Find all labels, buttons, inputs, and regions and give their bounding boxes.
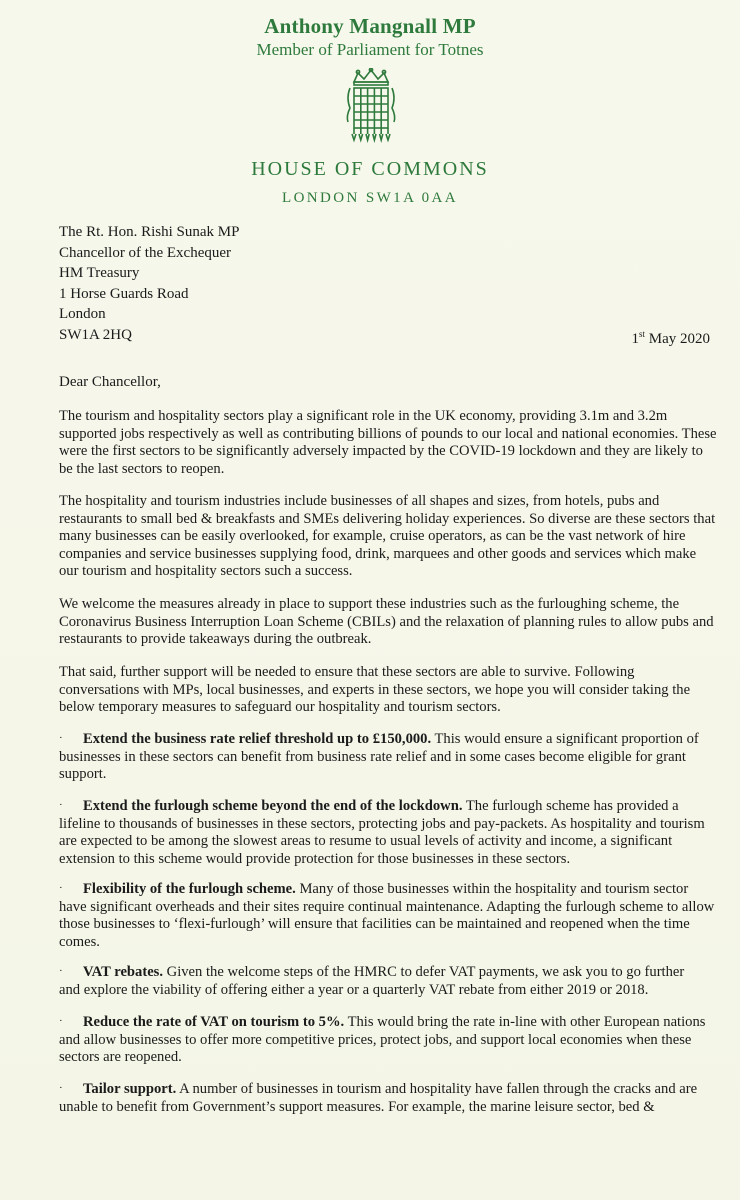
bullet-first-line xyxy=(59,730,719,749)
paragraph-line: conversations with MPs, local businesses, and experts in these sectors, we hope you will consider taking the xyxy=(59,681,691,698)
paragraph-line: companies and service businesses supplying food, drink, marquees and other goods and services which make xyxy=(59,545,697,562)
bullet-text: This would bring the rate in-line with other European nations xyxy=(344,1014,706,1030)
bullet-line: sectors are reopened. xyxy=(59,1049,182,1066)
paragraph-line: Coronavirus Business Interruption Loan Scheme (CBILs) and the relaxation of planning rules to allow pubs and xyxy=(59,613,714,630)
bullet-line: and explore the viability of offering either a year or a quarterly VAT rebate from either 2019 or 2018. xyxy=(59,981,649,998)
portcullis-icon xyxy=(342,68,400,146)
date-rest: May 2020 xyxy=(645,331,710,347)
bullet-item xyxy=(59,730,719,784)
paragraph-line: below temporary measures to safeguard our hospitality and tourism sectors. xyxy=(59,699,501,716)
house-of-commons: HOUSE OF COMMONS xyxy=(251,158,489,180)
paragraph-line: supported jobs respectively as well as contributing billions of pounds to our local and national economies. These xyxy=(59,425,717,442)
bullet-first-line xyxy=(59,797,719,816)
paragraph-line: restaurants to provide takeaways during the outbreak. xyxy=(59,631,372,648)
bullet-line: comes. xyxy=(59,933,100,950)
bullet-line: businesses in these sectors can benefit from business rate relief and in some cases become eligible for grant xyxy=(59,748,686,765)
paragraph-4 xyxy=(59,664,711,717)
bullet-dot: · xyxy=(59,732,63,744)
bullet-line: lifeline to thousands of businesses in these sectors, protecting jobs and pay-packets. As hospitality and tourism xyxy=(59,815,705,832)
bullet-heading: Tailor support. xyxy=(83,1081,177,1097)
mp-name: Anthony Mangnall MP xyxy=(264,14,476,38)
paragraph-line: were the first sectors to be significantly adversely impacted by the COVID-19 lockdown and they are likely to xyxy=(59,443,703,460)
date-day: 1 xyxy=(631,331,639,347)
address-line: Chancellor of the Exchequer xyxy=(59,244,232,261)
bullet-text: The furlough scheme has provided a xyxy=(462,798,679,814)
bullet-dot: · xyxy=(59,1015,63,1027)
paragraph-2 xyxy=(59,493,716,581)
bullet-line: and allow businesses to offer more competitive prices, protect jobs, and support local economies when these xyxy=(59,1031,692,1048)
date-suffix: st xyxy=(638,329,645,339)
bullet-item xyxy=(59,797,719,868)
bullet-dot: · xyxy=(59,965,63,977)
bullet-line: unable to benefit from Government’s support measures. For example, the marine leisure sector, bed & xyxy=(59,1098,655,1115)
address-line: SW1A 2HQ xyxy=(59,326,132,343)
address-line: HM Treasury xyxy=(59,265,140,281)
bullet-dot: · xyxy=(59,799,63,811)
mp-role: Member of Parliament for Totnes xyxy=(256,40,484,59)
recipient-address xyxy=(59,222,239,345)
bullet-first-line xyxy=(59,963,719,982)
bullet-item xyxy=(59,1013,719,1067)
paragraph-line: our tourism and hospitality sectors such a success. xyxy=(59,563,353,580)
bullet-line: extension to this scheme would provide protection for those businesses in these sectors. xyxy=(59,850,571,867)
salutation: Dear Chancellor, xyxy=(59,374,161,390)
bullet-item xyxy=(59,1080,719,1116)
address-line: The Rt. Hon. Rishi Sunak MP xyxy=(59,224,240,240)
bullet-text: This would ensure a significant proportion of xyxy=(431,731,699,747)
bullet-item xyxy=(59,880,719,951)
bullet-line: are expected to be among the slowest areas to resume to usual levels of activity and income, a significant xyxy=(59,833,673,850)
letter-date xyxy=(560,331,710,348)
bullet-first-line xyxy=(59,1080,719,1099)
bullet-text: A number of businesses in tourism and hospitality have fallen through the cracks and are xyxy=(176,1081,698,1097)
paragraph-line: The tourism and hospitality sectors play a significant role in the UK economy, providing 3.1m and 3.2m xyxy=(59,408,668,424)
paragraph-line: restaurants to small bed & breakfasts and SMEs delivering holiday experiences. So diverse are these sectors that xyxy=(59,510,716,527)
paragraph-line: The hospitality and tourism industries include businesses of all shapes and sizes, from hotels, pubs and xyxy=(59,493,660,509)
bullet-dot: · xyxy=(59,882,63,894)
paragraph-line: We welcome the measures already in place to support these industries such as the furloughing scheme, the xyxy=(59,596,680,612)
paragraph-1 xyxy=(59,408,717,478)
paragraph-3 xyxy=(59,596,714,649)
bullet-heading: Extend the business rate relief threshold up to £150,000. xyxy=(83,731,432,747)
bullet-line: have significant overheads and their sites require continual maintenance. Adapting the furlough scheme to allow xyxy=(59,898,715,915)
bullet-heading: Reduce the rate of VAT on tourism to 5%. xyxy=(83,1014,345,1030)
bullet-first-line xyxy=(59,1013,719,1032)
bullet-dot: · xyxy=(59,1082,63,1094)
paragraph-line: many businesses can be easily overlooked, for example, cruise operators, as can be the vast network of hire xyxy=(59,528,686,545)
bullet-first-line xyxy=(59,880,719,899)
bullet-text: Many of those businesses within the hospitality and tourism sector xyxy=(295,881,689,897)
bullet-line: those businesses to ‘flexi-furlough’ will ensure that facilities can be maintained and reopened when the time xyxy=(59,916,690,933)
bullet-heading: VAT rebates. xyxy=(83,964,164,980)
bullet-item xyxy=(59,963,719,999)
paragraph-line: That said, further support will be needed to ensure that these sectors are able to survive. Following xyxy=(59,664,635,680)
bullet-heading: Flexibility of the furlough scheme. xyxy=(83,881,296,897)
bullet-heading: Extend the furlough scheme beyond the end of the lockdown. xyxy=(83,798,463,814)
paragraph-line: be the last sectors to reopen. xyxy=(59,460,225,477)
bullet-line: support. xyxy=(59,766,107,783)
address-line: 1 Horse Guards Road xyxy=(59,285,189,302)
london-address: LONDON SW1A 0AA xyxy=(282,190,458,206)
address-line: London xyxy=(59,306,106,322)
bullet-text: Given the welcome steps of the HMRC to defer VAT payments, we ask you to go further xyxy=(163,964,685,980)
